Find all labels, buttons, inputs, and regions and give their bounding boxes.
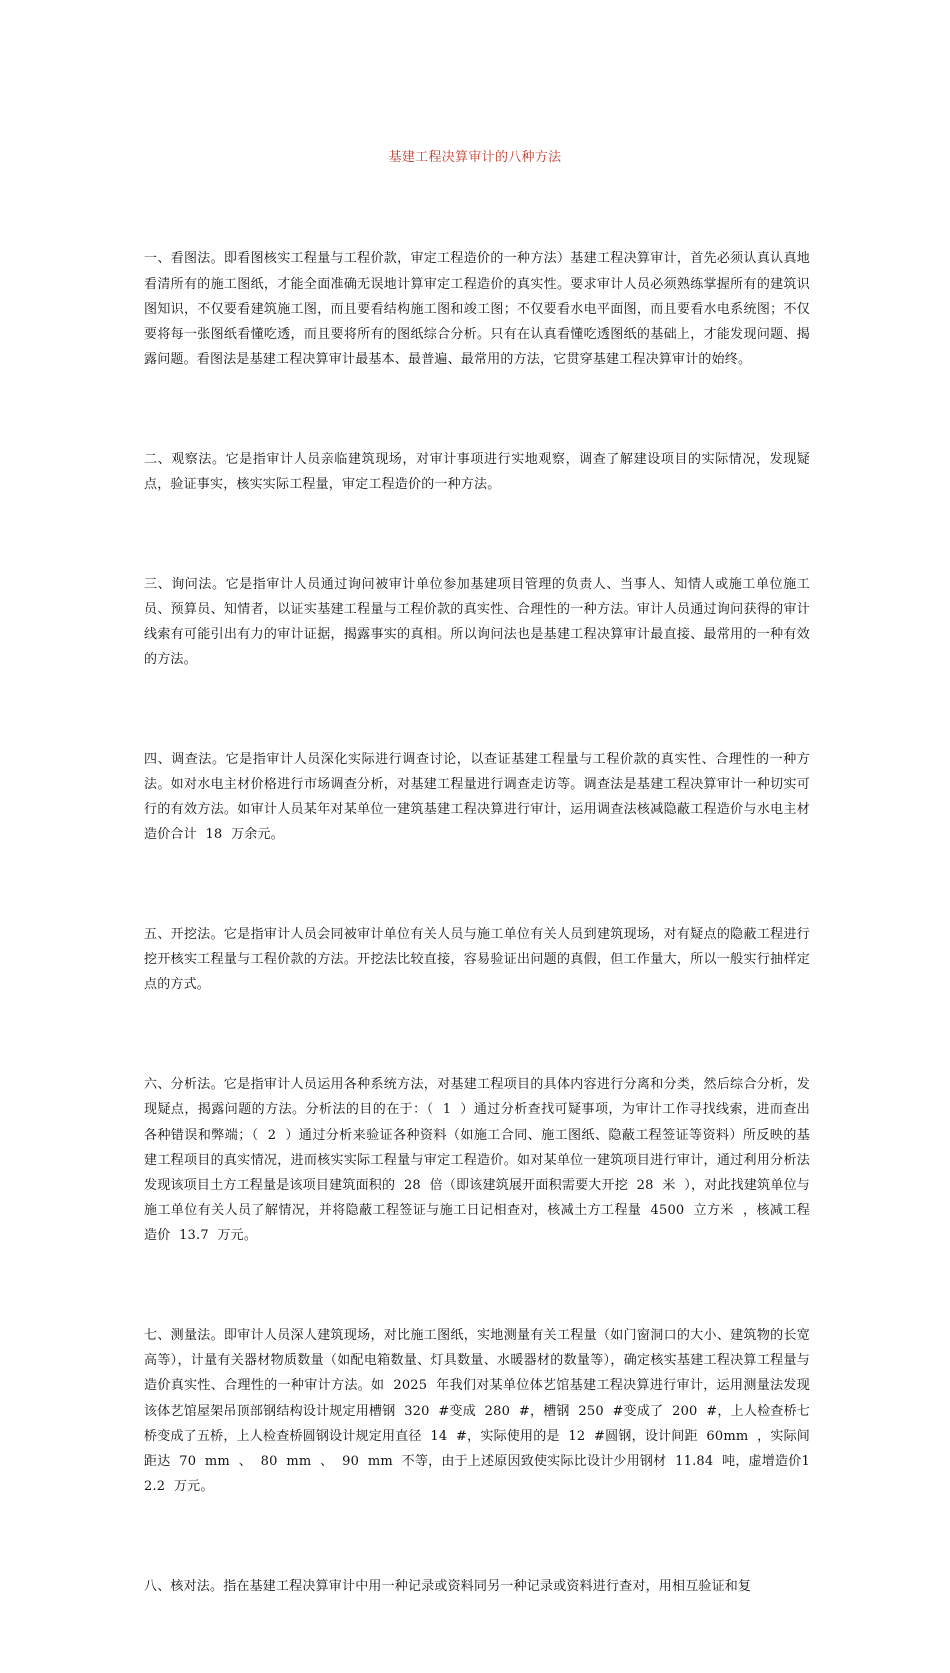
paragraph-5-kaiwafa: 五、开挖法。它是指审计人员会同被审计单位有关人员与施工单位有关人员到建筑现场，对有疑点的隐蔽工程进行挖开核实工程量与工程价款的方法。开挖法比较直接，容易验证出问题的真假，但工作量大，所以一般实行抽样定点的方式。 xyxy=(144,927,810,993)
paragraph-3-xunwenfa: 三、询问法。它是指审计人员通过询问被审计单位参加基建项目管理的负责人、当事人、知情人或施工单位施工员、预算员、知情者，以证实基建工程量与工程价款的真实性、合理性的一种方法。审计人员通过询问获得的审计线索有可能引出有力的审计证据，揭露事实的真相。所以询问法也是基建工程决算审计最直接、最常用的一种有效的方法。 xyxy=(144,576,810,668)
paragraph-7-celiangfa: 七、测量法。即审计人员深人建筑现场，对比施工图纸，实地测量有关工程量（如门窗洞口的大小、建筑物的长宽高等），计量有关器材物质数量（如配电箱数量、灯具数量、水暖器材的数量等），确定核实基建工程决算工程量与造价真实性、合理性的一种审计方法。如 2025 年我们对某单位体艺馆基建工程决算进行审计，运用测量法发现该体艺馆屋架吊顶部钢结构设计规定用槽钢 320 #变成 280 #，槽钢 250 #变成了 200 #，上人检查桥七桥变成了五桥，上人检查桥圆钢设计规定用直径 14 #，实际使用的是 12 #圆钢，设计间距 60mm ，实际间距达 70 mm 、 80 mm 、 90 mm 不等，由于上述原因致使实际比设计少用钢材 11.84 吨，虚增造价12.2 万元。 xyxy=(144,1327,810,1495)
document-body xyxy=(144,196,810,1673)
paragraph-4-diaochafa: 四、调查法。它是指审计人员深化实际进行调查讨论，以查证基建工程量与工程价款的真实性、合理性的一种方法。如对水电主材价格进行市场调查分析，对基建工程量进行调查走访等。调查法是基建工程决算审计一种切实可行的有效方法。如审计人员某年对某单位一建筑基建工程决算进行审计，运用调查法核减隐蔽工程造价与水电主材造价合计 18 万余元。 xyxy=(144,751,810,843)
document-title: 基建工程决算审计的八种方法 xyxy=(388,150,562,165)
paragraph-8-heduifa: 八、核对法。指在基建工程决算审计中用一种记录或资料同另一种记录或资料进行查对，用相互验证和复 xyxy=(144,1578,752,1594)
paragraph-6-fenxifa: 六、分析法。它是指审计人员运用各种系统方法，对基建工程项目的具体内容进行分离和分类，然后综合分析，发现疑点，揭露问题的方法。分析法的目的在于：（ 1 ）通过分析查找可疑事项，为审计工作寻找线索，进而查出各种错误和弊端；（ 2 ）通过分析来验证各种资料（如施工合同、施工图纸、隐蔽工程签证等资料）所反映的基建工程项目的真实情况，进而核实实际工程量与审定工程造价。如对某单位一建筑项目进行审计，通过利用分析法发现该项目土方工程量是该项目建筑面积的 28 倍（即该建筑展开面积需要大开挖 28 米 ），对此找建筑单位与施工单位有关人员了解情况，并将隐蔽工程签证与施工日记相查对，核减土方工程量 4500 立方米 ，核减工程造价 13.7 万元。 xyxy=(144,1077,810,1244)
paragraph-1-kantufa: 一、看图法。即看图核实工程量与工程价款，审定工程造价的一种方法）基建工程决算审计，首先必须认真认真地看清所有的施工图纸，才能全面准确无误地计算审定工程造价的真实性。要求审计人员必须熟练掌握所有的建筑识图知识，不仅要看建筑施工图，而且要看结构施工图和竣工图；不仅要看水电平面图，而且要看水电系统图；不仅要将每一张图纸看懂吃透，而且要将所有的图纸综合分析。只有在认真看懂吃透图纸的基础上，才能发现问题、揭露问题。看图法是基建工程决算审计最基本、最普遍、最常用的方法，它贯穿基建工程决算审计的始终。 xyxy=(144,251,810,368)
paragraph-2-guanchafa: 二、观察法。它是指审计人员亲临建筑现场，对审计事项进行实地观察，调查了解建设项目的实际情况，发现疑点，验证事实，核实实际工程量，审定工程造价的一种方法。 xyxy=(144,451,810,493)
